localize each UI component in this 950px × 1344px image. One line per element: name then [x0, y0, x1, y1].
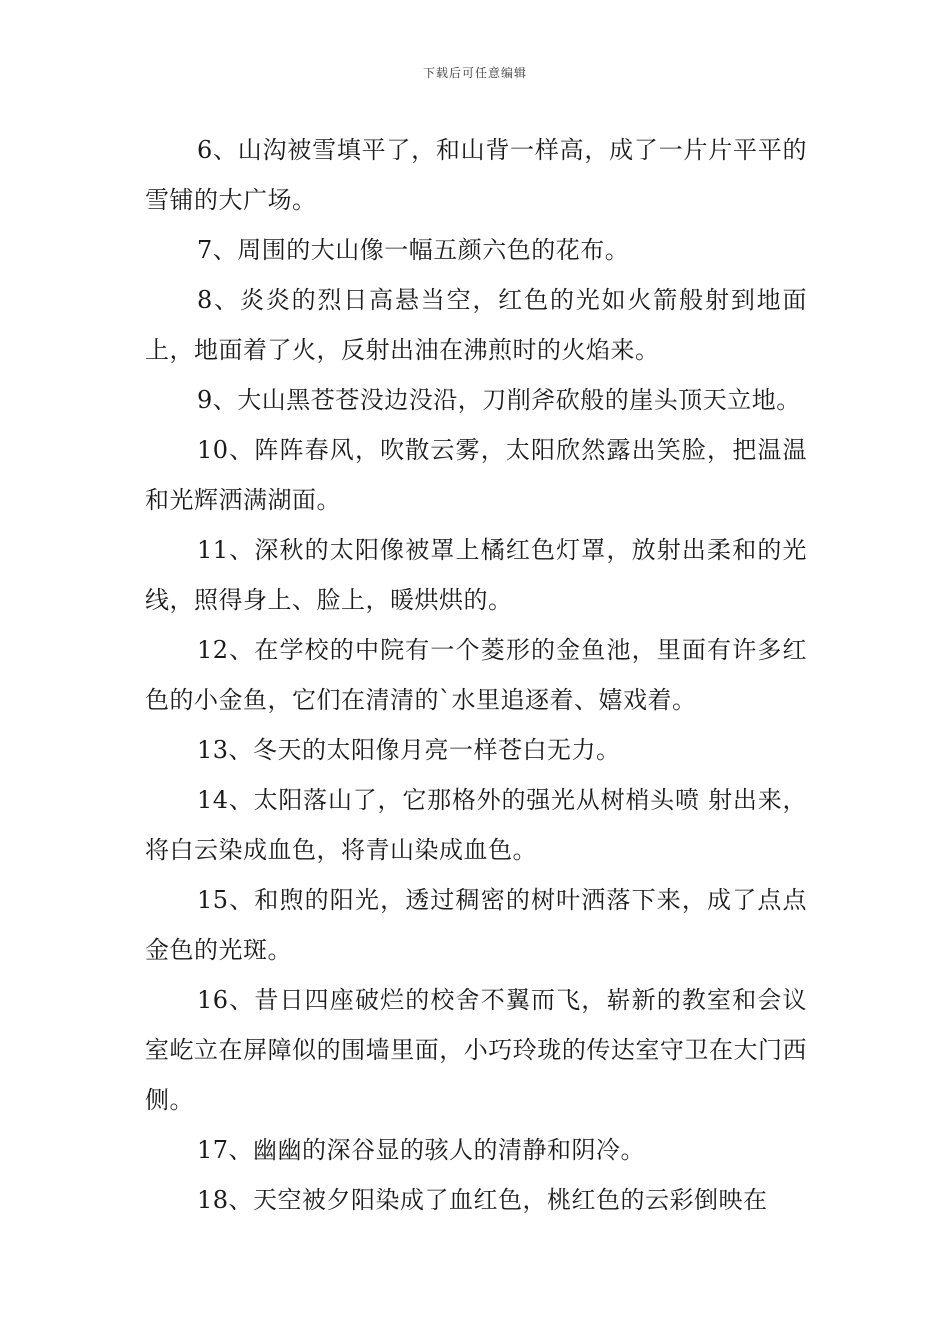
paragraph-18: 18、天空被夕阳染成了血红色，桃红色的云彩倒映在	[197, 1186, 768, 1214]
paragraph-15: 15、和煦的阳光，透过稠密的树叶洒落下来，成了点点金色的光斑。	[145, 886, 807, 964]
paragraph-7: 7、周围的大山像一幅五颜六色的花布。	[197, 236, 630, 264]
paragraph-10: 10、阵阵春风，吹散云雾，太阳欣然露出笑脸，把温温和光辉洒满湖面。	[145, 436, 807, 514]
paragraph-16: 16、昔日四座破烂的校舍不翼而飞，崭新的教室和会议室屹立在屏障似的围墙里面，小巧玲珑的传达室守卫在大门西侧。	[145, 986, 807, 1114]
paragraph-14: 14、太阳落山了，它那格外的强光从树梢头喷 射出来，将白云染成血色，将青山染成血色。	[145, 786, 807, 864]
paragraph-11: 11、深秋的太阳像被罩上橘红色灯罩，放射出柔和的光线，照得身上、脸上，暖烘烘的。	[145, 536, 807, 614]
paragraph-8: 8、炎炎的烈日高悬当空，红色的光如火箭般射到地面上，地面着了火，反射出油在沸煎时的火焰来。	[145, 286, 807, 364]
paragraph-12: 12、在学校的中院有一个菱形的金鱼池，里面有许多红色的小金鱼，它们在清清的`水里追逐着、嬉戏着。	[145, 636, 807, 714]
document-body	[145, 125, 807, 1225]
page-header: 下载后可任意编辑	[422, 66, 527, 80]
paragraph-13: 13、冬天的太阳像月亮一样苍白无力。	[197, 736, 621, 764]
paragraph-17: 17、幽幽的深谷显的骇人的清静和阴冷。	[197, 1136, 646, 1164]
paragraph-6: 6、山沟被雪填平了，和山背一样高，成了一片片平平的雪铺的大广场。	[145, 136, 807, 214]
paragraph-9: 9、大山黑苍苍没边没沿，刀削斧砍般的崖头顶天立地。	[197, 386, 801, 414]
